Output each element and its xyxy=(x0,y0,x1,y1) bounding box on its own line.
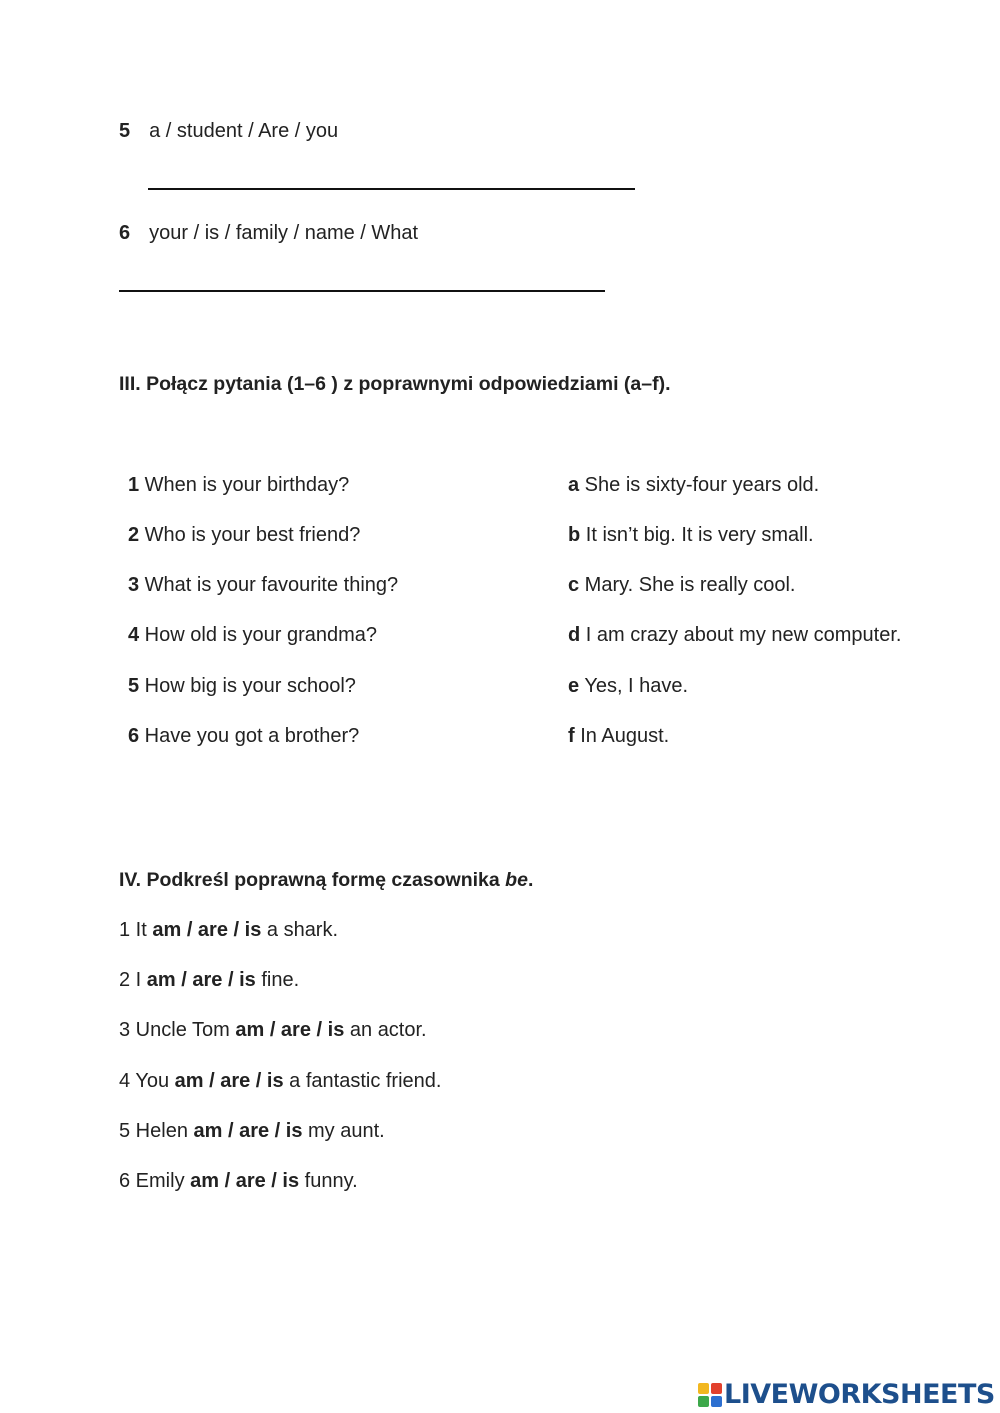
answer-e[interactable]: e Yes, I have. xyxy=(568,675,689,697)
verb-be: be xyxy=(505,869,528,891)
logo-text: LIVEWORKSHEETS xyxy=(724,1379,995,1410)
scrambled-words: your / is / family / name / What xyxy=(149,222,419,244)
question-5[interactable]: 5 How big is your school? xyxy=(128,675,356,697)
sentence-3: 3 Uncle Tom am / are / is an actor. xyxy=(119,1019,427,1041)
verb-options[interactable]: am / are / is xyxy=(146,969,256,991)
question-3[interactable]: 3 What is your favourite thing? xyxy=(128,574,399,596)
sentence-2: 2 I am / are / is fine. xyxy=(119,969,300,991)
exercise-item-6 xyxy=(119,221,418,245)
item-number: 5 xyxy=(119,120,131,142)
question-1[interactable]: 1 When is your birthday? xyxy=(128,474,350,496)
sentence-4: 4 You am / are / is a fantastic friend. xyxy=(119,1070,442,1092)
answer-d[interactable]: d I am crazy about my new computer. xyxy=(568,624,902,646)
verb-options[interactable]: am / are / is xyxy=(235,1019,345,1041)
exercise-item-5 xyxy=(119,119,338,143)
question-4[interactable]: 4 How old is your grandma? xyxy=(128,624,378,646)
sentence-6: 6 Emily am / are / is funny. xyxy=(119,1170,358,1192)
verb-options[interactable]: am / are / is xyxy=(190,1170,300,1192)
section-4-heading: IV. Podkreśl poprawną formę czasownika be. xyxy=(119,869,534,891)
logo-mark-icon xyxy=(698,1383,722,1407)
item-number: 6 xyxy=(119,222,131,244)
liveworksheets-logo xyxy=(698,1378,995,1412)
verb-options[interactable]: am / are / is xyxy=(152,919,262,941)
scrambled-words: a / student / Are / you xyxy=(149,120,339,142)
answer-b[interactable]: b It isn’t big. It is very small. xyxy=(568,524,814,546)
answer-line-6[interactable] xyxy=(119,290,605,292)
answer-f[interactable]: f In August. xyxy=(568,725,670,747)
answer-line-5[interactable] xyxy=(148,188,635,190)
section-3-heading: III. Połącz pytania (1–6 ) z poprawnymi odpowiedziami (a–f). xyxy=(119,373,671,395)
verb-options[interactable]: am / are / is xyxy=(174,1070,284,1092)
answer-c[interactable]: c Mary. She is really cool. xyxy=(568,574,796,596)
question-6[interactable]: 6 Have you got a brother? xyxy=(128,725,360,747)
verb-options[interactable]: am / are / is xyxy=(193,1120,303,1142)
question-2[interactable]: 2 Who is your best friend? xyxy=(128,524,361,546)
answer-a[interactable]: a She is sixty-four years old. xyxy=(568,474,820,496)
sentence-5: 5 Helen am / are / is my aunt. xyxy=(119,1120,385,1142)
sentence-1: 1 It am / are / is a shark. xyxy=(119,919,339,941)
